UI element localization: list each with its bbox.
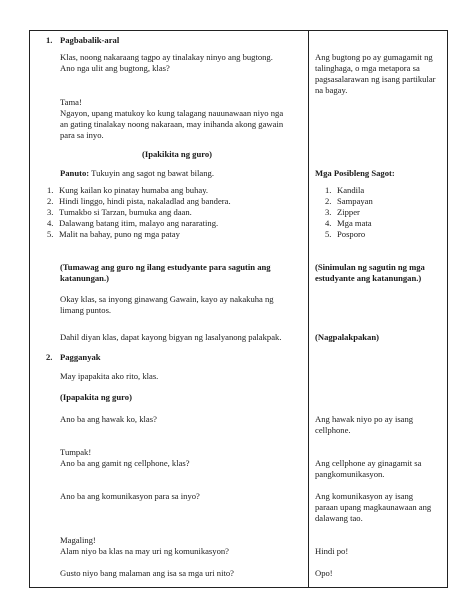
answer-5: Opo! [315, 568, 333, 578]
riddle-text: Kung kailan ko pinatay humaba ang buhay. [59, 185, 209, 195]
answer-number: 4. [325, 218, 332, 228]
intro-line-2: Ano nga ulit ang bugtong, klas? [60, 63, 170, 73]
riddle-item [47, 218, 218, 228]
intro-line-1: Klas, noong nakaraang tagpo ay tinalakay ninyo ang bugtong. [60, 52, 273, 62]
sinimulan-line-1: (Sinimulan ng sagutin ng mga [315, 262, 425, 272]
answer-item [325, 218, 372, 228]
panuto-text: Tukuyin ang sagot ng bawat bilang. [91, 168, 214, 178]
tumpak-text: Tumpak! [60, 447, 92, 457]
riddle-number: 4. [47, 218, 54, 228]
answer-3-line-3: dalawang tao. [315, 513, 363, 523]
ngayon-line-1: Ngayon, upang matukoy ko kung talagang nauunawaan niyo nga [60, 108, 284, 118]
riddle-number: 2. [47, 196, 54, 206]
riddle-item [47, 207, 192, 217]
riddle-text: Malit na bahay, puno ng mga patay [59, 229, 180, 239]
answer-number: 5. [325, 229, 332, 239]
question-3: Ano ba ang komunikasyon para sa inyo? [60, 491, 200, 501]
answer-1-line-2: cellphone. [315, 425, 351, 435]
answer-number: 1. [325, 185, 332, 195]
ipapakita-note: (Ipapakita ng guro) [60, 392, 132, 402]
section1-heading: Pagbabalik-aral [60, 35, 120, 45]
answer-text: Posporo [337, 229, 366, 239]
answer-text: Sampayan [337, 196, 373, 206]
riddle-number: 3. [47, 207, 54, 217]
answer-3-line-1: Ang komunikasyon ay isang [315, 491, 414, 501]
sagot-heading: Mga Posibleng Sagot: [315, 168, 395, 178]
dahil-line: Dahil diyan klas, dapat kayong bigyan ng lasalyanong palakpak. [60, 332, 282, 342]
answer-line-1: Ang bugtong po ay gumagamit ng [315, 52, 433, 62]
answer-line-4: na bagay. [315, 85, 348, 95]
question-4: Alam niyo ba klas na may uri ng komunikasyon? [60, 546, 229, 556]
answer-item [325, 229, 365, 239]
tama-text: Tama! [60, 97, 82, 107]
ipakikita-note: (Ipakikita ng guro) [142, 149, 213, 159]
may-line: May ipapakita ako rito, klas. [60, 371, 159, 381]
answer-line-2: talinghaga, o mga metapora sa [315, 63, 420, 73]
riddle-text: Tumakbo si Tarzan, bumuka ang daan. [59, 207, 192, 217]
question-2: Ano ba ang gamit ng cellphone, klas? [60, 458, 190, 468]
answer-3-line-2: paraan upang magkaunawaan ang [315, 502, 432, 512]
riddle-text: Dalawang batang itim, malayo ang nararating. [59, 218, 219, 228]
sinimulan-line-2: estudyante ang katanungan.) [315, 273, 422, 283]
section2-heading: Pagganyak [60, 352, 101, 362]
column-divider [308, 30, 309, 588]
answer-2-line-2: pangkomunikasyon. [315, 469, 385, 479]
answer-text: Mga mata [337, 218, 372, 228]
answer-1-line-1: Ang hawak niyo po ay isang [315, 414, 414, 424]
answer-item [325, 207, 360, 217]
answer-2-line-1: Ang cellphone ay ginagamit sa [315, 458, 422, 468]
okay-line-1: Okay klas, sa inyong ginawang Gawain, kayo ay nakakuha ng [60, 294, 274, 304]
tumawag-line-2: katanungan.) [60, 273, 109, 283]
ngayon-line-3: para sa inyo. [60, 130, 104, 140]
answer-line-3: pagsasalarawan ng isang partikular [315, 74, 436, 84]
answer-item [325, 185, 364, 195]
answer-4: Hindi po! [315, 546, 349, 556]
magaling-text: Magaling! [60, 535, 96, 545]
section2-number: 2. [46, 352, 53, 362]
answer-number: 3. [325, 207, 332, 217]
answer-number: 2. [325, 196, 332, 206]
okay-line-2: limang puntos. [60, 305, 112, 315]
answer-item [325, 196, 373, 206]
answer-text: Zipper [337, 207, 360, 217]
answer-text: Kandila [337, 185, 365, 195]
riddle-item [47, 229, 180, 239]
section1-number: 1. [46, 35, 53, 45]
nagpalakpakan-note: (Nagpalakpakan) [315, 332, 379, 342]
question-1: Ano ba ang hawak ko, klas? [60, 414, 157, 424]
panuto-label: Panuto: [60, 168, 90, 178]
riddle-item [47, 185, 208, 195]
riddle-number: 5. [47, 229, 54, 239]
panuto-line [60, 168, 214, 178]
question-5: Gusto niyo bang malaman ang isa sa mga uri nito? [60, 568, 234, 578]
riddle-number: 1. [47, 185, 54, 195]
riddle-text: Hindi linggo, hindi pista, nakaladlad ang bandera. [59, 196, 231, 206]
ngayon-line-2: an gating tinalakay noong nakaraan, may inihanda akong gawain [60, 119, 284, 129]
riddle-item [47, 196, 231, 206]
tumawag-line-1: (Tumawag ang guro ng ilang estudyante para sagutin ang [60, 262, 271, 272]
